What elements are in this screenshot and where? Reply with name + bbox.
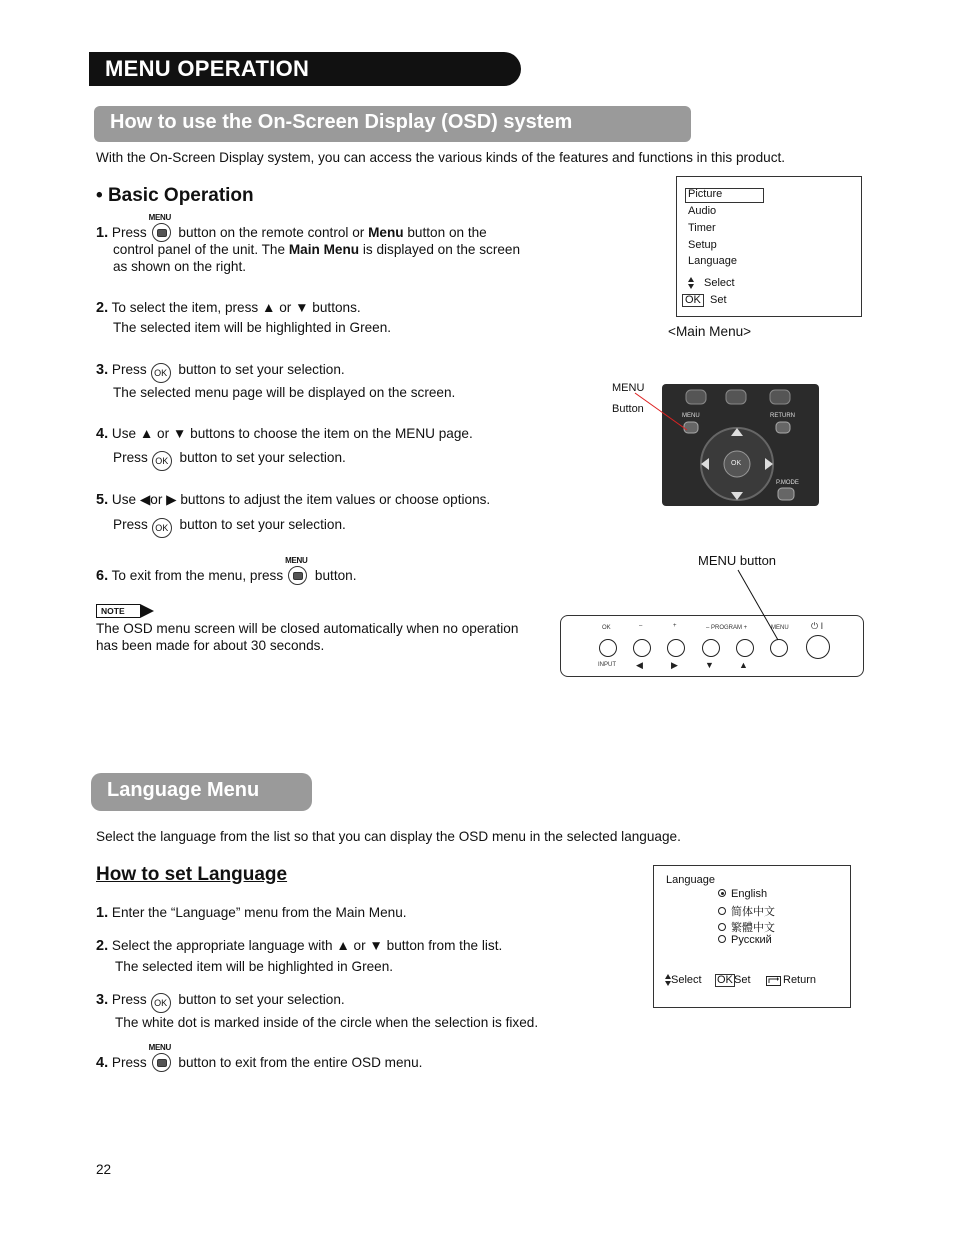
step-bold-text: Menu	[368, 225, 404, 240]
panel-label-minus: –	[639, 623, 643, 629]
step-text: Press	[113, 450, 148, 465]
up-down-arrow-icon	[688, 277, 694, 289]
language-osd-title: Language	[666, 874, 715, 886]
step-text: Press	[111, 992, 147, 1007]
remote-menu-label: MENU	[682, 413, 700, 419]
step-text: Select the appropriate language with ▲ or ▼ button from the list.	[111, 938, 503, 953]
option-label: 简体中文	[731, 906, 775, 918]
panel-button-power[interactable]	[806, 635, 830, 659]
lang-step-4	[96, 1043, 423, 1072]
step-text: button to set your selection.	[179, 450, 346, 465]
panel-button-program-down[interactable]	[702, 639, 720, 657]
power-icon: ⏻ I	[811, 621, 824, 631]
step-4	[96, 425, 473, 443]
step-2	[96, 299, 361, 317]
step-number: 2.	[96, 938, 109, 954]
panel-label-input: INPUT	[598, 662, 616, 668]
step-text: button to set your selection.	[178, 992, 345, 1007]
section-header-language	[91, 773, 312, 811]
lang-step-3	[96, 991, 345, 1013]
remote-callout-line-1: MENU	[612, 382, 645, 394]
hint-set: Set	[734, 974, 751, 986]
step-text: control panel of the unit. The	[113, 242, 286, 257]
return-icon	[766, 976, 781, 986]
step-number: 6.	[96, 568, 109, 584]
menu-icon-label: MENU	[148, 1043, 171, 1052]
step-1-line-2	[113, 241, 520, 258]
radio-icon	[718, 907, 726, 915]
main-menu-caption: <Main Menu>	[668, 324, 752, 339]
right-arrow-icon: ▶	[671, 660, 678, 670]
panel-callout: MENU button	[698, 553, 777, 568]
left-arrow-icon: ◀	[636, 660, 643, 670]
step-text: Use ◀or ▶ buttons to adjust the item values or choose options.	[111, 492, 491, 507]
menu-item-setup[interactable]: Setup	[688, 239, 717, 251]
basic-operation-heading	[96, 185, 254, 207]
remote-return-label: RETURN	[770, 413, 795, 419]
lang-step-2-line-2: The selected item will be highlighted in Green.	[115, 959, 394, 974]
step-text: button to set your selection.	[178, 362, 345, 377]
page-title: MENU OPERATION	[105, 56, 310, 81]
step-number: 2.	[96, 300, 109, 316]
radio-selected-icon	[718, 889, 726, 897]
step-number: 3.	[96, 362, 109, 378]
step-text: Press	[111, 225, 147, 240]
panel-label-program: – PROGRAM +	[706, 625, 748, 631]
main-menu-osd	[676, 176, 862, 317]
hint-set: Set	[710, 294, 727, 306]
step-text: is displayed on the screen	[362, 242, 521, 257]
language-option-russian[interactable]	[718, 934, 772, 946]
control-panel-image	[560, 615, 864, 677]
remote-callout-line	[630, 390, 700, 440]
ok-key-icon: OK	[682, 294, 704, 307]
lang-step-3-line-2: The white dot is marked inside of the circle when the selection is fixed.	[115, 1015, 539, 1030]
ok-button-icon: OK	[151, 993, 171, 1013]
section-title-language: Language Menu	[107, 779, 260, 801]
step-text: button on the	[407, 225, 487, 240]
menu-icon-label: MENU	[285, 556, 308, 565]
step-text: button to set your selection.	[179, 517, 346, 532]
note-badge	[96, 604, 154, 618]
menu-button-icon	[285, 556, 308, 584]
ok-button-icon: OK	[152, 518, 172, 538]
step-4-line-2	[113, 449, 346, 471]
step-text: Press	[111, 362, 147, 377]
ok-button-icon: OK	[151, 363, 171, 383]
step-5-line-2	[113, 516, 346, 538]
heading-text: Basic Operation	[107, 185, 254, 206]
note-text-line-2: has been made for about 30 seconds.	[96, 638, 325, 653]
step-text: To select the item, press ▲ or ▼ buttons.	[111, 300, 361, 315]
remote-callout-line-2: Button	[612, 403, 644, 415]
bullet: •	[96, 185, 103, 206]
page-title-bar	[89, 52, 521, 86]
step-bold-text: Main Menu	[288, 242, 360, 257]
how-to-set-language-heading: How to set Language	[96, 864, 288, 885]
ok-button-icon: OK	[152, 451, 172, 471]
panel-button-minus[interactable]	[633, 639, 651, 657]
step-text: button to exit from the entire OSD menu.	[178, 1055, 423, 1070]
step-2-line-2: The selected item will be highlighted in Green.	[113, 320, 392, 335]
step-3	[96, 361, 345, 383]
step-number: 3.	[96, 992, 109, 1008]
lang-step-1	[96, 904, 407, 922]
panel-label-ok: OK	[602, 625, 611, 631]
menu-button-icon	[148, 213, 171, 241]
language-osd	[653, 865, 851, 1008]
menu-item-audio[interactable]: Audio	[688, 205, 717, 217]
panel-callout-line	[730, 568, 790, 648]
step-text: button on the remote control or	[178, 225, 365, 240]
option-label: English	[731, 888, 768, 900]
panel-button-plus[interactable]	[667, 639, 685, 657]
panel-button-ok[interactable]	[599, 639, 617, 657]
hint-select: Select	[704, 277, 735, 289]
step-number: 4.	[96, 1055, 109, 1071]
step-text: Use ▲ or ▼ buttons to choose the item on the MENU page.	[111, 426, 473, 441]
radio-icon	[718, 923, 726, 931]
language-intro: Select the language from the list so that you can display the OSD menu in the selected language.	[96, 829, 681, 844]
hint-select: Select	[671, 974, 702, 986]
note-label: NOTE	[101, 606, 125, 616]
menu-item-timer[interactable]: Timer	[688, 222, 716, 234]
language-option-simplified-chinese[interactable]	[718, 903, 775, 919]
step-1-line-3: as shown on the right.	[113, 259, 246, 274]
step-number: 5.	[96, 492, 109, 508]
step-text: Press	[111, 1055, 147, 1070]
menu-item-picture[interactable]: Picture	[688, 188, 723, 200]
panel-label-plus: +	[673, 623, 677, 629]
step-3-line-2: The selected menu page will be displayed on the screen.	[113, 385, 456, 400]
note-text-line-1: The OSD menu screen will be closed automatically when no operation	[96, 621, 519, 636]
menu-icon-label: MENU	[148, 213, 171, 222]
remote-ok-label: OK	[731, 460, 742, 467]
radio-icon	[718, 935, 726, 943]
ok-key-icon: OK	[717, 974, 733, 986]
step-1	[96, 213, 556, 242]
step-text: Press	[113, 517, 148, 532]
option-label: 繁體中文	[731, 922, 775, 934]
page-number: 22	[96, 1162, 112, 1177]
osd-intro: With the On-Screen Display system, you can access the various kinds of the features and functions in this product.	[96, 150, 786, 165]
language-option-traditional-chinese[interactable]	[718, 919, 775, 935]
step-text: Enter the “Language” menu from the Main Menu.	[111, 905, 407, 920]
step-text: button.	[314, 568, 357, 583]
section-header-osd	[94, 106, 691, 142]
option-label: Русский	[731, 934, 772, 946]
step-6	[96, 556, 357, 585]
hint-return: Return	[783, 974, 817, 986]
remote-pmode-label: P.MODE	[776, 480, 799, 486]
step-number: 1.	[96, 225, 109, 241]
menu-item-language[interactable]: Language	[688, 255, 737, 267]
section-title-osd: How to use the On-Screen Display (OSD) system	[110, 111, 573, 133]
step-5	[96, 491, 490, 509]
panel-label-menu: MENU	[771, 625, 789, 631]
down-arrow-icon: ▼	[705, 660, 714, 670]
step-text: To exit from the menu, press	[111, 568, 284, 583]
step-number: 4.	[96, 426, 109, 442]
step-number: 1.	[96, 905, 109, 921]
up-arrow-icon: ▲	[739, 660, 748, 670]
lang-step-2	[96, 937, 502, 955]
menu-button-icon	[148, 1043, 171, 1071]
language-option-english[interactable]	[718, 888, 767, 900]
